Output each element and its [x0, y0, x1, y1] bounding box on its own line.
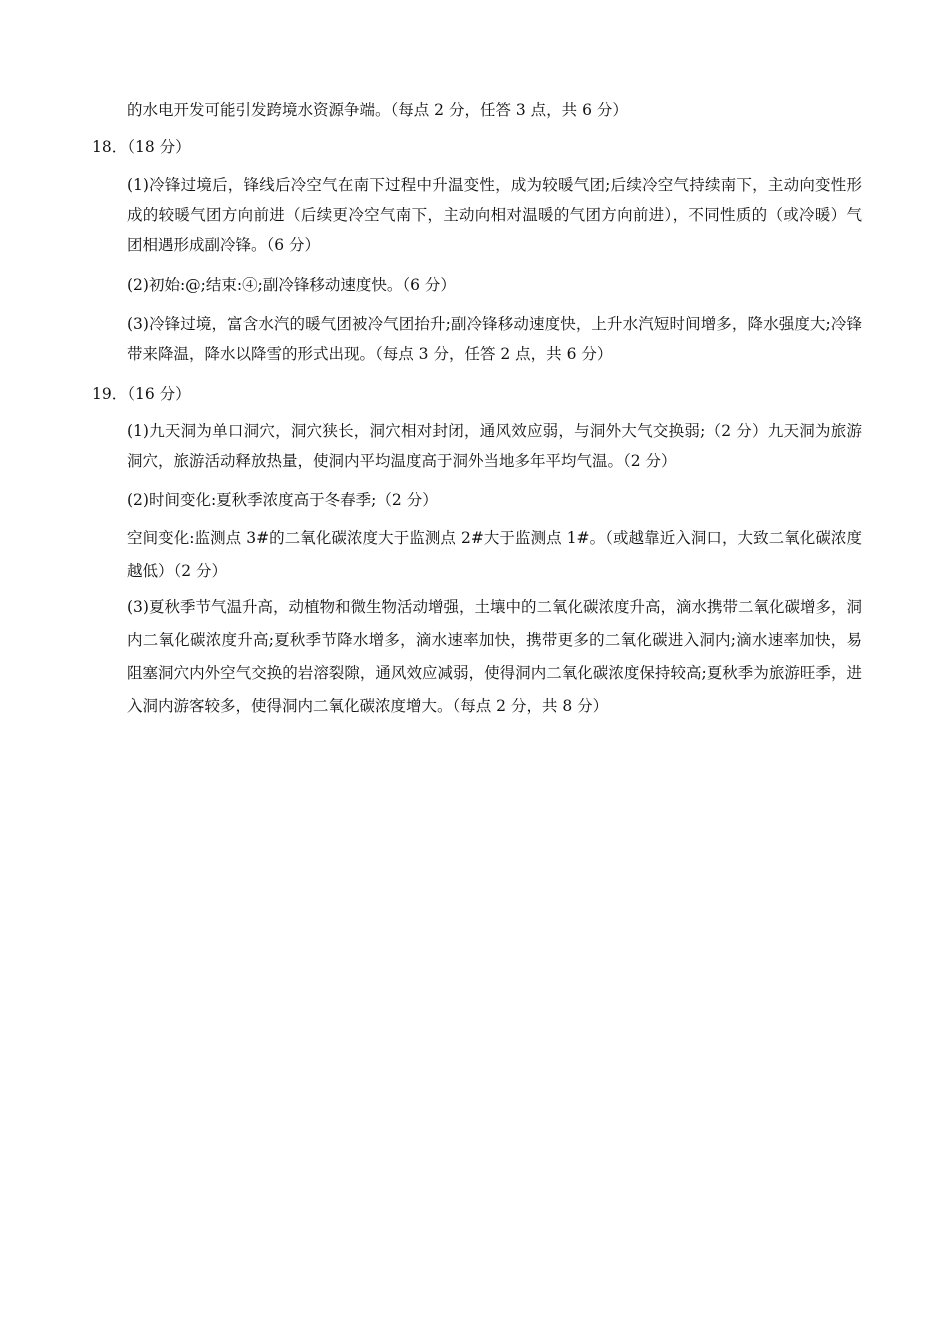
q19-answer-3: (3)夏秋季节气温升高，动植物和微生物活动增强，土壤中的二氧化碳浓度升高，滴水携带二氧化碳增多，洞内二氧化碳浓度升高;夏秋季节降水增多，滴水速率加快，携带更多的二氧化碳进入洞内;滴水速率加快，易阻塞洞穴内外空气交换的岩溶裂隙，通风效应减弱，使得洞内二氧化碳浓度保持较高;夏秋季为旅游旺季，进入洞内游客较多，使得洞内二氧化碳浓度增大。（每点 2 分，共 8 分）	[127, 598, 862, 715]
q19-answer-2: (2)时间变化:夏秋季浓度高于冬春季;（2 分）	[127, 491, 438, 509]
q18-answer-2: (2)初始:@;结束:④;副冷锋移动速度快。（6 分）	[127, 276, 456, 294]
continuation-line: 的水电开发可能引发跨境水资源争端。（每点 2 分，任答 3 点，共 6 分）	[127, 101, 628, 119]
q19-answer-1: (1)九天洞为单口洞穴，洞穴狭长，洞穴相对封闭，通风效应弱，与洞外大气交换弱;（2 分）九天洞为旅游洞穴，旅游活动释放热量，使洞内平均温度高于洞外当地多年平均气温。（2 分）	[127, 422, 862, 470]
question-18-header: 18．（18 分）	[92, 138, 191, 156]
q18-answer-3: (3)冷锋过境，富含水汽的暖气团被冷气团抬升;副冷锋移动速度快，上升水汽短时间增多，降水强度大;冷锋带来降温，降水以降雪的形式出现。（每点 3 分，任答 2 点，共 6 分）	[127, 315, 862, 363]
question-19-header: 19．（16 分）	[92, 385, 191, 403]
q19-answer-2-spatial: 空间变化:监测点 3#的二氧化碳浓度大于监测点 2#大于监测点 1#。（或越靠近入洞口，大致二氧化碳浓度越低）（2 分）	[127, 529, 862, 580]
q18-answer-1: (1)冷锋过境后，锋线后冷空气在南下过程中升温变性，成为较暖气团;后续冷空气持续南下，主动向变性形成的较暖气团方向前进（后续更冷空气南下，主动向相对温暖的气团方向前进），不同性质的（或冷暖）气团相遇形成副冷锋。（6 分）	[127, 176, 862, 254]
